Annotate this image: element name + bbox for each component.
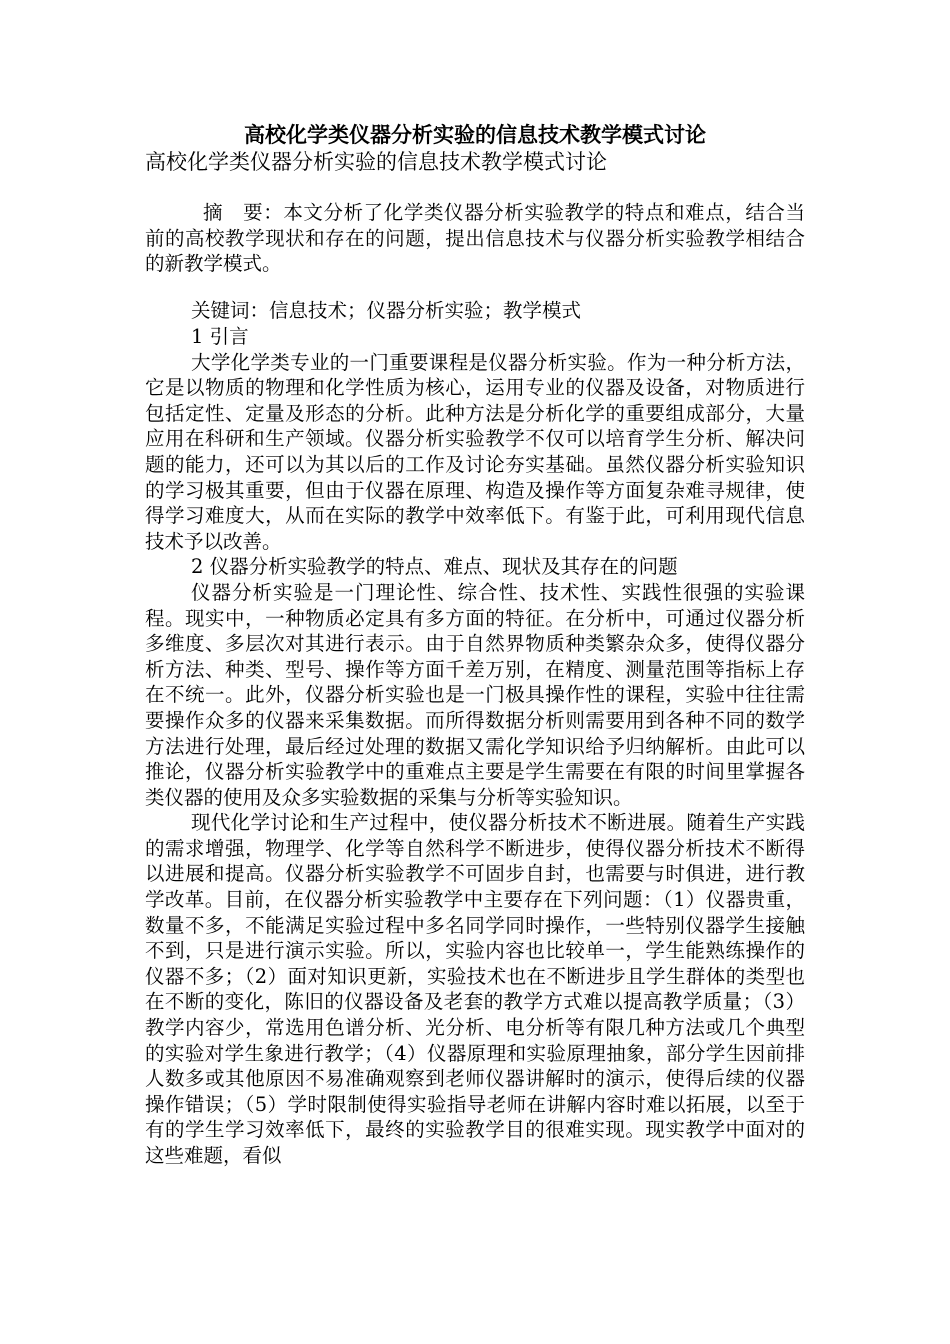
section-2-paragraph-1: 仪器分析实验是一门理论性、综合性、技术性、实践性很强的实验课程。现实中，一种物质必定具有多方面的特征。在分析中，可通过仪器分析多维度、多层次对其进行表示。由于自然界物质种类繁杂众多，使得仪器分析方法、种类、型号、操作等方面千差万别，在精度、测量范围等指标上存在不统一。此外，仪器分析实验也是一门极具操作性的课程，实验中往往需要操作众多的仪器来采集数据。而所得数据分析则需要用到各种不同的数学方法进行处理，最后经过处理的数据又需化学知识给予归纳解析。由此可以推论，仪器分析实验教学中的重难点主要是学生需要在有限的时间里掌握各类仪器的使用及众多实验数据的采集与分析等实验知识。 xyxy=(145,580,805,809)
abstract-paragraph: 摘 要：本文分析了化学类仪器分析实验教学的特点和难点，结合当前的高校教学现状和存在的问题，提出信息技术与仪器分析实验教学相结合的新教学模式。 xyxy=(145,201,805,276)
keywords-line: 关键词：信息技术；仪器分析实验；教学模式 xyxy=(191,299,582,322)
section-2-paragraph-2: 现代化学讨论和生产过程中，使仪器分析技术不断进展。随着生产实践的需求增强，物理学、化学等自然科学不断进步，使得仪器分析技术不断得以进展和提高。仪器分析实验教学不可固步自封，也需要与时俱进，进行教学改革。目前，在仪器分析实验教学中主要存在下列问题：（1）仪器贵重，数量不多，不能满足实验过程中多名同学同时操作，一些特别仪器学生接触不到，只是进行演示实验。所以，实验内容也比较单一，学生能熟练操作的仪器不多；（2）面对知识更新，实验技术也在不断进步且学生群体的类型也在不断的变化，陈旧的仪器设备及老套的教学方式难以提高教学质量；（3）教学内容少，常选用色谱分析、光分析、电分析等有限几种方法或几个典型的实验对学生象进行教学；（4）仪器原理和实验原理抽象，部分学生因前排人数多或其他原因不易准确观察到老师仪器讲解时的演示，使得后续的仪器操作错误；（5）学时限制使得实验指导老师在讲解内容时难以拓展，以至于有的学生学习效率低下，最终的实验教学目的很难实现。现实教学中面对的这些难题，看似 xyxy=(145,811,805,1167)
section-2-heading: 2 仪器分析实验教学的特点、难点、现状及其存在的问题 xyxy=(191,555,678,579)
document-title: 高校化学类仪器分析实验的信息技术教学模式讨论 xyxy=(244,122,706,147)
section-1-paragraph: 大学化学类专业的一门重要课程是仪器分析实验。作为一种分析方法，它是以物质的物理和化学性质为核心，运用专业的仪器及设备，对物质进行包括定性、定量及形态的分析。此种方法是分析化学的重要组成部分，大量应用在科研和生产领域。仪器分析实验教学不仅可以培育学生分析、解决问题的能力，还可以为其以后的工作及讨论夯实基础。虽然仪器分析实验知识的学习极其重要，但由于仪器在原理、构造及操作等方面复杂难寻规律，使得学习难度大，从而在实际的教学中效率低下。有鉴于此，可利用现代信息技术予以改善。 xyxy=(145,350,805,553)
document-subtitle: 高校化学类仪器分析实验的信息技术教学模式讨论 xyxy=(145,150,607,174)
section-1-heading: 1 引言 xyxy=(191,325,249,348)
body-flow xyxy=(145,324,805,1169)
